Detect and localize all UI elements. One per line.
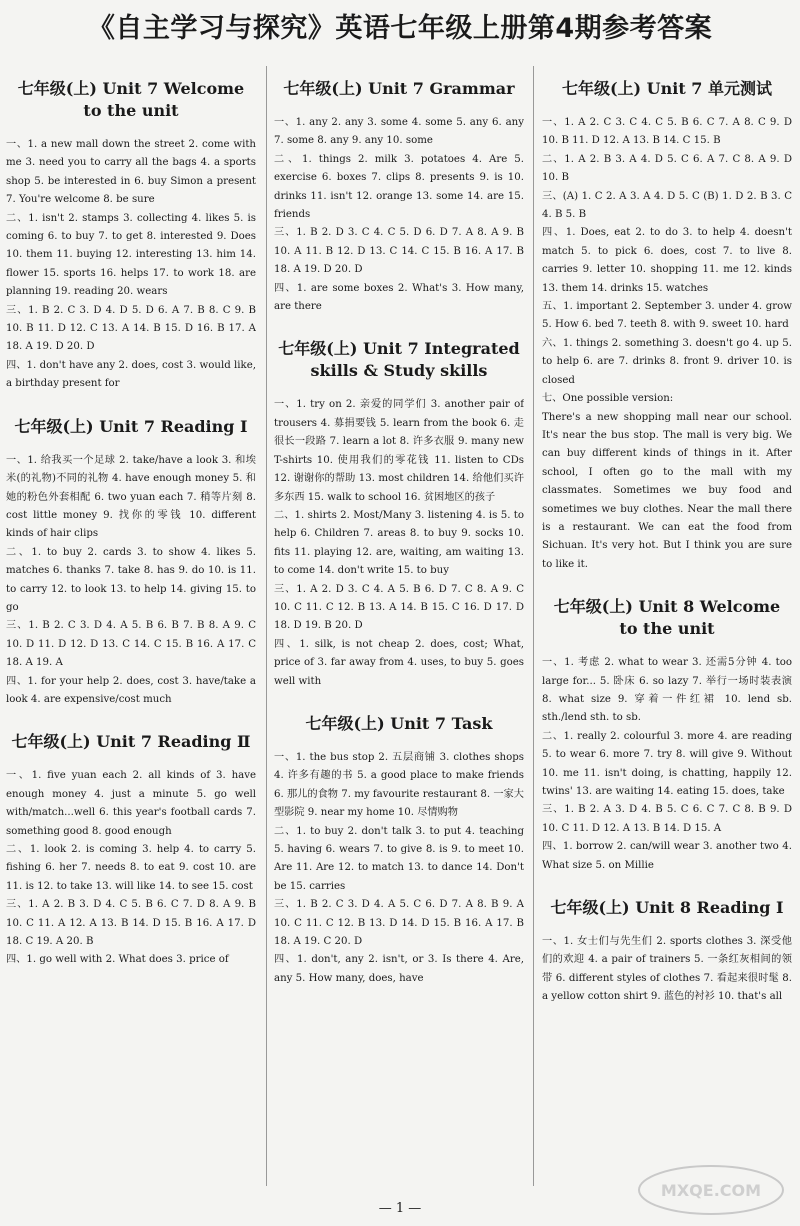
answer-group: 三、1. B 2. A 3. D 4. B 5. C 6. C 7. C 8. B 9. D 10. C 11. D 12. A 13. B 14. D 15. A [542,804,792,834]
column-1 [6,58,256,1198]
answer-group: 三、1. B 2. C 3. D 4. A 5. B 6. B 7. B 8. A 9. C 10. D 11. D 12. D 13. C 14. C 15. B 16. A 17. C 18. A 19. A [6,620,256,669]
answer-section [542,897,792,1007]
answer-group: 七、One possible version: [542,393,674,405]
answer-group: 三、1. A 2. B 3. D 4. C 5. B 6. C 7. D 8. A 9. B 10. C 11. A 12. A 13. B 14. D 15. B 16. A 17. D 18. C 19. A 20. B [6,899,256,948]
section-title [542,78,792,100]
answer-section [274,78,524,316]
answer-group: 四、1. borrow 2. can/will wear 3. another two 4. What size 5. on Millie [542,841,792,871]
section-title [274,713,524,735]
answer-group: 一、1. any 2. any 3. some 4. some 5. any 6. any 7. some 8. any 9. any 10. some [274,117,524,147]
answer-section [6,731,256,969]
answer-section [542,596,792,875]
section-title [542,596,792,640]
answer-section [6,78,256,394]
answer-group: 一、1. 给我买一个足球 2. take/have a look 3. 和埃米(的礼物)不同的礼物 4. have enough money 5. 和她的粉色外套相配 6. two yuan each 7. 稍等片刻 8. cost little money 9. 找你的零钱 10. different kinds of hair clips [6,454,256,540]
section-title [6,416,256,438]
answer-group: 四、1. for your help 2. does, cost 3. have/take a look 4. are expensive/cost much [6,675,256,705]
column-divider [533,66,534,1186]
section-title [274,338,524,382]
answer-group: 四、1. go well with 2. What does 3. price of [6,954,229,966]
answer-group: 五、1. important 2. September 3. under 4. grow 5. How 6. bed 7. teeth 8. with 9. sweet 10. hard [542,301,792,331]
answer-group: 二、1. A 2. B 3. A 4. D 5. C 6. A 7. C 8. A 9. D 10. B [542,153,792,184]
answer-group: 一、1. a new mall down the street 2. come with me 3. need you to carry all the bags 4. a sports shop 5. be interested in 6. buy Simon a present 7. You're welcome 8. be sure [6,139,256,206]
section-title-line: 七年级(上) Unit 7 Grammar [283,79,515,98]
answer-group: 二、1. shirts 2. Most/Many 3. listening 4. is 5. to help 6. Children 7. areas 8. to buy 9. socks 10. fits 11. playing 12. are, waiting, am waiting 13. to come 14. don't write 15. to buy [274,509,524,577]
section-title [6,78,256,122]
section-title-line: to the unit [83,101,179,120]
answer-group: 二、1. really 2. colourful 3. more 4. are reading 5. to wear 6. more 7. try 8. will give 9. Without 10. me 11. isn't doing, is chatting, happily 12. twins' 13. are waiting 14. eating 15. does, take [542,730,792,797]
section-title-line: 七年级(上) Unit 8 Welcome [553,597,781,617]
answer-group: 二、1. things 2. milk 3. potatoes 4. Are 5. exercise 6. boxes 7. clips 8. presents 9. is 10. drinks 11. isn't 12. orange 13. some 14. are 15. friends [274,153,524,221]
section-title-line: 七年级(上) Unit 7 单元测试 [561,79,773,98]
section-title-line: to the unit [619,619,715,639]
page-title: 《自主学习与探究》英语七年级上册第4期参考答案 [87,13,713,44]
answer-section [542,78,792,574]
answer-section [274,338,524,691]
answer-group: 一、1. the bus stop 2. 五层商铺 3. clothes shops 4. 许多有趣的书 5. a good place to make friends 6. 那儿的食物 7. my favourite restaurant 8. 一家大型影院 9. near my home 10. 尽情购物 [274,751,524,819]
answer-group: 二、1. isn't 2. stamps 3. collecting 4. likes 5. is coming 6. to buy 7. to get 8. interested 9. Does 10. them 11. buying 12. interesting 13. him 14. flower 15. sports 16. helps 17. to work 18. are planning 19. reading 20. wears [6,212,256,298]
answer-section [274,713,524,988]
answer-group: 四、1. don't, any 2. isn't, or 3. Is there 4. Are, any 5. How many, does, have [274,954,524,984]
column-3 [542,58,792,1198]
section-title [274,78,524,100]
answer-group: 三、1. B 2. D 3. C 4. C 5. D 6. D 7. A 8. A 9. B 10. A 11. B 12. D 13. C 14. C 15. B 16. A 17. B 18. A 19. D 20. D [274,227,524,276]
svg-text:MXQE.COM: MXQE.COM [660,1181,762,1200]
answer-section [6,416,256,710]
answer-group: There's a new shopping mall near our school. It's near the bus stop. The mall is very big. We can buy different kinds of things in it. After school, I often go to the mall with my classmates. Sometimes we buy food and sometimes we buy clothes. Near the mall there is a restaurant. We can eat the food from Sichuan. It's very hot. But I think you are sure to like it. [542,411,792,570]
answer-group: 四、1. silk, is not cheap 2. does, cost; What, price of 3. far away from 4. uses, to buy 5. goes well with [274,638,524,687]
section-title-line: 七年级(上) Unit 7 Reading Ⅰ [14,416,248,436]
answer-group: 二、1. look 2. is coming 3. help 4. to carry 5. fishing 6. her 7. needs 8. to eat 9. cost 10. are 11. is 12. to take 13. will like 14. to see 15. cost [6,844,256,892]
answer-group: 一、1. five yuan each 2. all kinds of 3. have enough money 4. just a minute 5. go well with/match...well 6. this year's football cards 7. something good 8. good enough [6,770,256,837]
answer-group: 三、1. A 2. D 3. C 4. A 5. B 6. D 7. C 8. A 9. C 10. C 11. C 12. B 13. A 14. B 15. C 16. D 17. D 18. D 19. B 20. D [274,583,524,632]
answer-group: 一、1. 女士们与先生们 2. sports clothes 3. 深受他们的欢迎 4. a pair of trainers 5. 一条红灰相间的领带 6. different styles of clothes 7. 看起来很时髦 8. a yellow cotton shirt 9. 蓝色的衬衫 10. that's all [542,936,792,1003]
answer-group: 一、1. A 2. C 3. C 4. C 5. B 6. C 7. A 8. C 9. D 10. B 11. D 12. A 13. B 14. C 15. B [542,117,792,147]
watermark-logo [636,1162,786,1218]
section-title-line: 七年级(上) Unit 7 Reading Ⅱ [11,732,251,752]
section-title-line: 七年级(上) Unit 8 Reading Ⅰ [550,898,784,918]
answer-group: 二、1. to buy 2. don't talk 3. to put 4. teaching 5. having 6. wears 7. to give 8. is 9. to meet 10. Are 11. Are 12. to match 13. to dance 14. Don't be 15. carries [274,825,524,892]
answer-group: 四、1. are some boxes 2. What's 3. How many, are there [274,282,524,313]
section-title-line: 七年级(上) Unit 7 Welcome [17,79,245,98]
answer-group: 二、1. to buy 2. cards 3. to show 4. likes 5. matches 6. thanks 7. take 8. has 9. do 10. is 11. to carry 12. to look 13. to help 14. giving 15. to go [6,546,256,613]
section-title [6,731,256,753]
section-title [542,897,792,919]
answer-group: 三、1. B 2. C 3. D 4. A 5. C 6. D 7. A 8. B 9. A 10. C 11. C 12. B 13. D 14. D 15. B 16. A 17. B 18. A 19. C 20. D [274,899,524,948]
answer-group: 一、1. try on 2. 亲爱的同学们 3. another pair of trousers 4. 募捐要钱 5. learn from the book 6. 走很长一段路 7. learn a lot 8. 许多衣服 9. many new T-shirts 10. 使用我们的零花钱 11. listen to CDs 12. 谢谢你的帮助 13. most children 14. 给他们买许多东西 15. walk to school 16. 贫困地区的孩子 [274,399,524,503]
answer-group: 三、1. B 2. C 3. D 4. D 5. D 6. A 7. B 8. C 9. B 10. B 11. D 12. C 13. A 14. B 15. D 16. B 17. A 18. A 19. D 20. D [6,304,256,353]
answer-group: 四、1. don't have any 2. does, cost 3. would like, a birthday present for [6,359,256,390]
column-2 [274,58,524,1198]
section-title-line: skills & Study skills [310,361,488,381]
answer-group: 四、1. Does, eat 2. to do 3. to help 4. doesn't match 5. to pick 6. does, cost 7. to live 8. carries 9. letter 10. shopping 11. me 12. kinds 13. them 14. drinks 15. watches [542,227,792,294]
page-number: — 1 — [378,1201,422,1216]
section-title-line: 七年级(上) Unit 7 Integrated [278,339,520,359]
section-title-line: 七年级(上) Unit 7 Task [305,713,493,733]
answer-group: 三、(A) 1. C 2. A 3. A 4. D 5. C (B) 1. D 2. B 3. C 4. B 5. B [542,190,792,221]
column-divider [266,66,267,1186]
answer-group: 一、1. 考虑 2. what to wear 3. 还需5分钟 4. too large for... 5. 卧床 6. so lazy 7. 举行一场时装表演 8. what size 9. 穿着一件红裙 10. lend sb. sth./lend sth. to sb. [542,657,792,724]
answer-group: 六、1. things 2. something 3. doesn't go 4. up 5. to help 6. are 7. drinks 8. front 9. driver 10. is closed [542,337,792,386]
